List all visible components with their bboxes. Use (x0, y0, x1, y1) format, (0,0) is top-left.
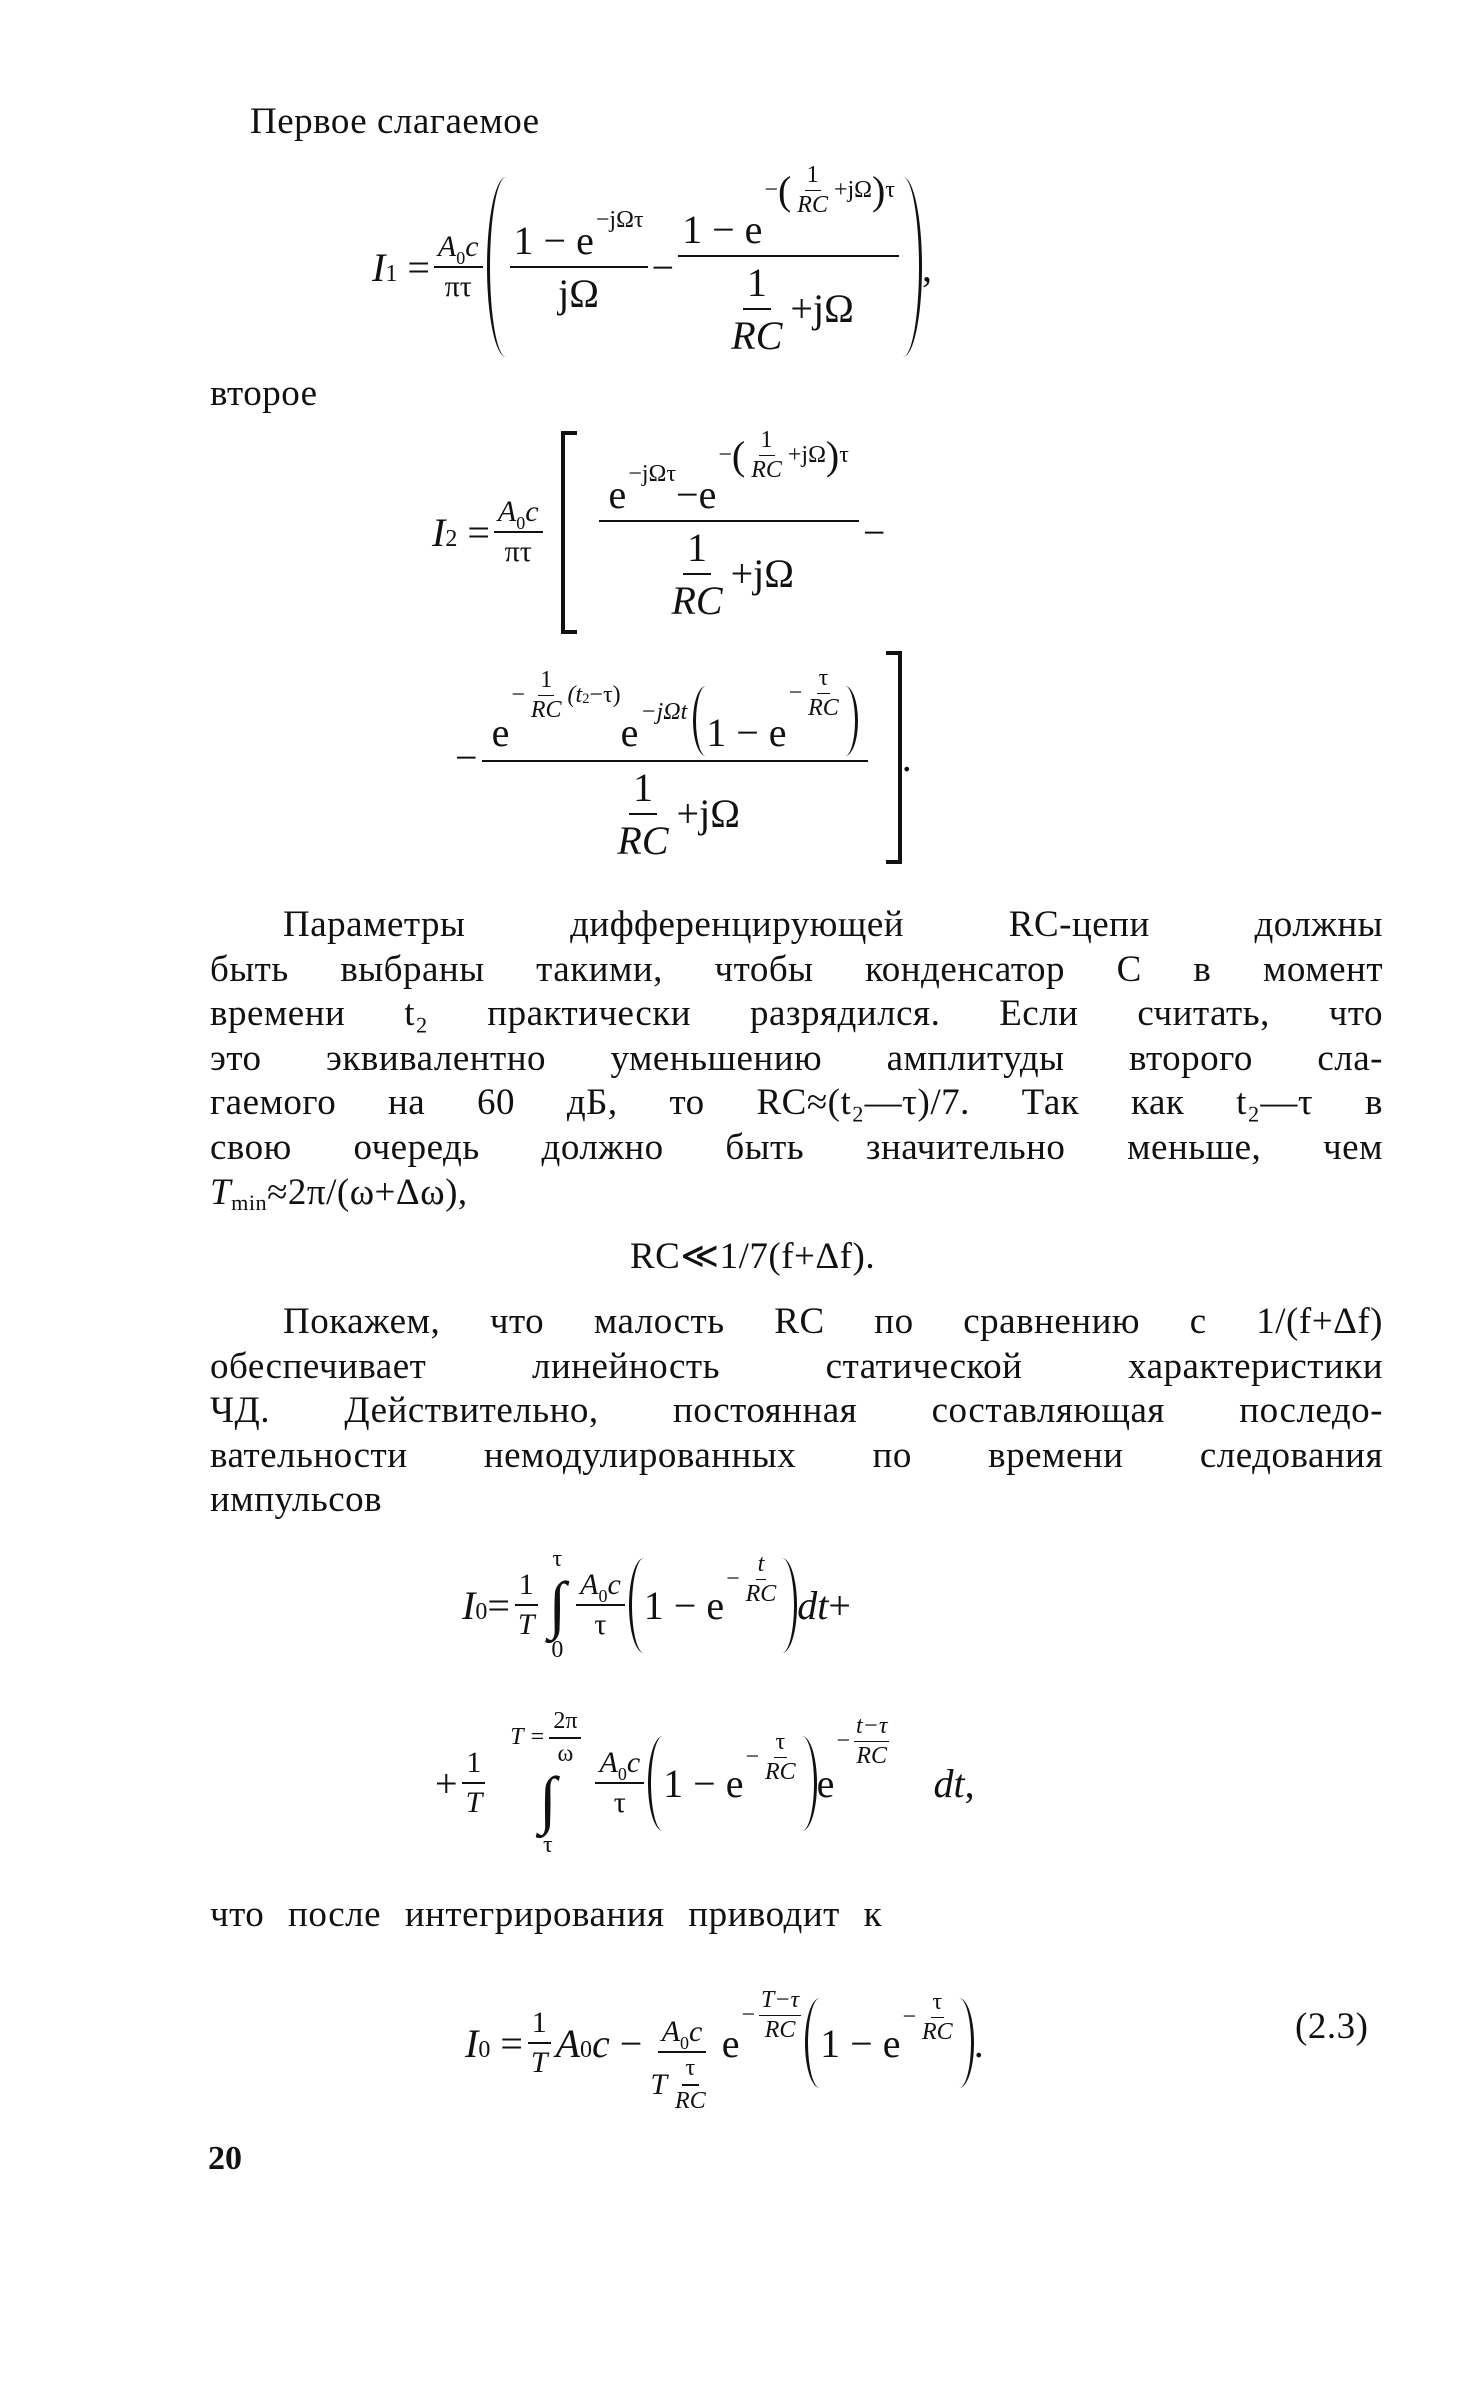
var-i: I (432, 509, 446, 555)
equals: = (500, 2020, 523, 2066)
big-paren-right (903, 177, 922, 357)
big-bracket-right (886, 651, 902, 864)
den: RC (617, 817, 669, 863)
term: (t (567, 681, 583, 708)
tau: τ (885, 176, 895, 203)
minus: − (726, 1565, 740, 1592)
paren: ( (731, 432, 746, 478)
paren-right (802, 1736, 817, 1831)
integral (510, 1708, 585, 1859)
subscript: 0 (580, 2036, 593, 2063)
exponent (836, 1713, 893, 1770)
term: 1 − e (663, 1760, 744, 1806)
minus: − (455, 735, 478, 780)
plus: + (828, 1582, 851, 1628)
inequality-formula: RC≪1/7(f+Δf). (630, 1236, 876, 1277)
num: 1 (515, 1568, 538, 1606)
upper-limit: T = (510, 1724, 546, 1750)
exponent (745, 1729, 801, 1786)
exponent: −jΩτ (595, 207, 644, 233)
minus: − (718, 441, 732, 468)
equation-i1 (372, 161, 932, 362)
var: A (555, 2020, 581, 2066)
var: c (465, 230, 479, 263)
paren-left (693, 686, 706, 756)
text-line: Параметры дифференцирующей RC-цепи должны (283, 904, 1383, 945)
subscript: 0 (617, 1764, 627, 1785)
text-line: гаемого на 60 дБ, то RC≈(t₂—τ)/7. Так как t₂—τ в (210, 1082, 1383, 1124)
minus: − (676, 471, 699, 517)
var: c (607, 1568, 621, 1601)
minus: − (764, 176, 778, 203)
exponent (718, 427, 849, 484)
period: . (973, 2020, 984, 2066)
exponent: −jΩτ (628, 460, 676, 487)
var: T (210, 1171, 232, 1213)
var: A (437, 230, 457, 263)
den: RC (731, 312, 783, 358)
num: 1 (462, 1746, 485, 1784)
var: c (592, 2020, 610, 2066)
num: t−τ (854, 1713, 889, 1742)
equals: = (467, 509, 490, 555)
numerator: 1 − e (513, 218, 594, 263)
den: τ (613, 1786, 626, 1819)
subscript: 0 (680, 2033, 690, 2054)
paren-right (782, 1558, 797, 1653)
subscript: 1 (385, 260, 398, 287)
den: T (465, 1786, 483, 1819)
exponent (511, 667, 620, 724)
den: RC (856, 1742, 888, 1769)
num: 2π (549, 1708, 581, 1739)
var: A (599, 1746, 618, 1779)
var-i: I (372, 244, 386, 290)
num: 1 (805, 162, 821, 191)
num: τ (931, 1989, 945, 2018)
e: e (608, 471, 627, 517)
exponent: −jΩt (640, 698, 688, 725)
minus: − (788, 679, 803, 706)
term: 1 − e (706, 709, 787, 755)
subscript: 0 (598, 1586, 608, 1607)
minus: − (511, 681, 525, 708)
lower-limit: 0 (551, 1637, 564, 1663)
text-line: вательности немодулированных по времени следования (210, 1434, 1383, 1476)
text: ≈2π/(ω+Δω), (267, 1171, 468, 1213)
term-fraction-1 (510, 207, 648, 317)
paren-right (845, 686, 858, 756)
text-line: импульсов (210, 1479, 383, 1521)
subscript: min (231, 1190, 268, 1216)
equation-number: (2.3) (1295, 2006, 1369, 2047)
big-paren-left (487, 177, 506, 357)
comma: , (922, 244, 932, 290)
first-term-label: Первое слагаемое (250, 101, 540, 142)
minus: − (745, 1743, 759, 1770)
den: RC (764, 2016, 796, 2043)
minus: − (651, 244, 675, 290)
e: e (816, 1760, 835, 1806)
text-line (210, 1171, 1383, 1216)
equation-2-3 (465, 1958, 984, 2128)
e: e (620, 709, 639, 755)
term: +jΩ (833, 176, 873, 203)
num: t (756, 1551, 767, 1580)
paren-left (648, 1736, 663, 1831)
paren: ( (777, 167, 792, 213)
equation-i0-integral-part2 (435, 1688, 975, 1878)
num: 1 (629, 764, 657, 815)
term: +jΩ (787, 441, 826, 468)
exponent (789, 665, 845, 722)
integral-sign: ∫ (539, 1763, 557, 1835)
den: RC (765, 1758, 796, 1785)
minus: − (741, 2001, 756, 2028)
term: 1 − e (820, 2020, 901, 2066)
num: τ (774, 1729, 788, 1758)
denominator: jΩ (558, 271, 599, 316)
den: RC (797, 191, 828, 218)
comma: , (964, 1760, 975, 1806)
num: 1 (538, 667, 554, 696)
minus: − (862, 509, 886, 555)
term: +jΩ (730, 551, 794, 596)
denominator: πτ (504, 535, 532, 568)
den: RC (751, 456, 782, 483)
var: c (525, 495, 539, 528)
subscript: 0 (456, 248, 466, 269)
coef-fraction (494, 495, 543, 569)
den: ω (557, 1740, 574, 1767)
term: +jΩ (790, 286, 854, 331)
num: 1 (759, 427, 775, 456)
den: T (530, 2046, 548, 2079)
exponent (726, 1551, 782, 1608)
den: RC (745, 1580, 777, 1607)
dt: dt (933, 1760, 965, 1806)
denominator: πτ (444, 270, 472, 303)
text-line: ЧД. Действительно, постоянная составляющая последо- (210, 1390, 1383, 1432)
den: RC (675, 2088, 706, 2114)
paren: ) (825, 432, 840, 478)
var: A (497, 495, 517, 528)
equals: = (407, 244, 430, 290)
term-fraction (482, 652, 868, 864)
var-i: I (462, 1582, 476, 1628)
num: 1 (743, 259, 771, 310)
subscript: 0 (475, 1598, 488, 1625)
text-line: быть выбраны такими, чтобы конденсатор C в момент (210, 948, 1383, 990)
exponent (764, 162, 895, 219)
paren-right (959, 1998, 974, 2088)
e: e (721, 2020, 740, 2066)
num: 1 (528, 2006, 551, 2044)
integral (549, 1546, 567, 1664)
e: e (698, 471, 717, 517)
paragraph-rc-parameters (210, 903, 1383, 1215)
num: τ (682, 2055, 700, 2086)
term: 1 − e (643, 1582, 725, 1628)
minus: − (902, 2003, 917, 2030)
den: RC (922, 2018, 953, 2045)
subscript: 2 (445, 525, 458, 552)
paren-left (629, 1558, 644, 1653)
plus: + (435, 1760, 458, 1806)
text-line: обеспечивает линейность статической характеристики (210, 1345, 1383, 1387)
subscript: 0 (478, 2036, 491, 2063)
den: RC (808, 694, 839, 721)
num: T−τ (759, 1987, 801, 2016)
lower-limit: τ (543, 1831, 553, 1858)
equation-i0-integral-part1 (462, 1535, 851, 1675)
minus: − (836, 1727, 850, 1754)
paren-left (805, 1998, 820, 2088)
e: e (491, 709, 510, 755)
subscript: 0 (516, 513, 526, 534)
equals: = (487, 1582, 510, 1628)
term-fraction (599, 426, 859, 624)
var: A (580, 1568, 599, 1601)
integral-sign: ∫ (548, 1569, 567, 1640)
equation-i2-part1 (432, 426, 886, 632)
second-term-label: второе (210, 373, 318, 414)
var: c (689, 2015, 703, 2048)
var-i: I (465, 2020, 479, 2066)
term: −τ) (589, 681, 621, 708)
text-line: Покажем, что малость RC по сравнению с 1/(f+Δf) (283, 1301, 1383, 1342)
dt: dt (797, 1582, 829, 1628)
exponent (902, 1989, 958, 2046)
equation-i2-part2 (455, 650, 912, 865)
var: A (661, 2015, 681, 2048)
upper-limit: τ (552, 1546, 563, 1572)
den: τ (594, 1608, 607, 1641)
num: τ (817, 665, 831, 694)
den: T (517, 1608, 535, 1641)
var: c (626, 1746, 641, 1779)
paren: ) (872, 167, 886, 213)
minus: − (619, 2020, 643, 2066)
after-integration-text: что после интегрирования приводит к (210, 1894, 883, 1935)
text-line: это эквивалентно уменьшению амплитуды второго сла- (210, 1037, 1383, 1079)
var: T (650, 2068, 668, 2101)
coef-fraction (434, 230, 483, 304)
exponent (741, 1987, 805, 2044)
text-line: времени t₂ практически разрядился. Если считать, что (210, 993, 1383, 1035)
num: 1 (683, 524, 711, 575)
paragraph-linearity (210, 1300, 1383, 1523)
tau: τ (839, 441, 849, 468)
term-fraction-2 (678, 161, 899, 359)
numerator: 1 − e (682, 206, 763, 252)
big-bracket-left (561, 431, 577, 634)
den: RC (530, 696, 562, 723)
page-number: 20 (208, 2140, 242, 2177)
den: RC (671, 577, 723, 623)
text-line: свою очередь должно быть значительно меньше, чем (210, 1126, 1383, 1168)
subscript: 2 (582, 690, 590, 707)
term: +jΩ (676, 791, 740, 836)
period: . (901, 735, 912, 780)
